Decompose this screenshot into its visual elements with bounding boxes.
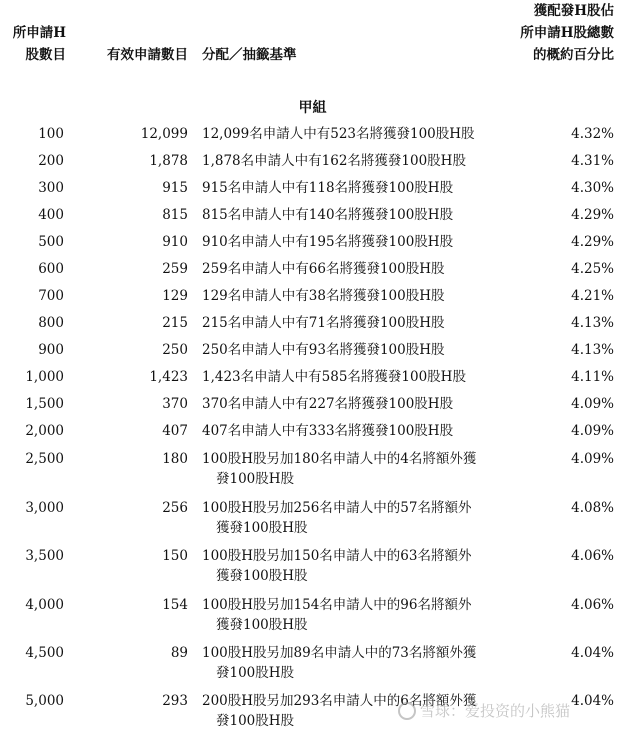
cell-approx-percentage: 4.32%: [571, 126, 614, 142]
cell-valid-applications: 180: [162, 451, 188, 467]
cell-valid-applications: 407: [162, 423, 188, 439]
cell-approx-percentage: 4.13%: [571, 315, 614, 331]
basis-line1: 12,099名申請人中有523名將獲發100股H股: [202, 126, 475, 142]
cell-allocation-basis: [202, 367, 502, 387]
basis-line1: 815名申請人中有140名將獲發100股H股: [202, 207, 454, 223]
cell-valid-applications: 12,099: [140, 126, 188, 142]
basis-line1: 915名申請人中有118名將獲發100股H股: [202, 180, 454, 196]
cell-shares-applied: 900: [38, 342, 64, 358]
cell-shares-applied: 1,500: [25, 396, 64, 412]
cell-allocation-basis: [202, 286, 502, 306]
cell-approx-percentage: 4.11%: [571, 369, 614, 385]
cell-allocation-basis: [202, 205, 502, 225]
watermark-text: 雪球：爱投资的小熊猫: [420, 702, 571, 720]
cell-valid-applications: 370: [162, 396, 188, 412]
cell-valid-applications: 89: [170, 645, 188, 661]
header-valid-applications: 有效申請數目: [107, 47, 188, 63]
cell-shares-applied: 500: [38, 234, 64, 250]
basis-line1: 100股H股另加150名申請人中的63名將額外: [202, 548, 472, 564]
cell-approx-percentage: 4.30%: [571, 180, 614, 196]
basis-line1: 215名申請人中有71名將獲發100股H股: [202, 315, 445, 331]
cell-allocation-basis: [202, 643, 502, 683]
cell-approx-percentage: 4.31%: [571, 153, 614, 169]
cell-valid-applications: 910: [162, 234, 188, 250]
cell-valid-applications: 250: [162, 342, 188, 358]
cell-shares-applied: 2,500: [25, 451, 64, 467]
cell-allocation-basis: [202, 595, 502, 635]
cell-approx-percentage: 4.04%: [571, 693, 614, 709]
cell-allocation-basis: [202, 259, 502, 279]
cell-approx-percentage: 4.06%: [571, 548, 614, 564]
cell-allocation-basis: [202, 232, 502, 252]
basis-line1: 100股H股另加89名申請人中的73名將額外獲: [202, 645, 477, 661]
cell-allocation-basis: [202, 546, 502, 586]
cell-approx-percentage: 4.25%: [571, 261, 614, 277]
cell-valid-applications: 154: [162, 597, 188, 613]
basis-line1: 200股H股另加293名申請人中的6名將額外獲: [202, 693, 477, 709]
basis-line2: 發100股H股: [216, 713, 295, 729]
basis-line2: 獲發100股H股: [216, 568, 308, 584]
basis-line1: 910名申請人中有195名將獲發100股H股: [202, 234, 454, 250]
cell-approx-percentage: 4.21%: [571, 288, 614, 304]
cell-approx-percentage: 4.29%: [571, 234, 614, 250]
cell-allocation-basis: [202, 421, 502, 441]
basis-line1: 100股H股另加154名申請人中的96名將額外: [202, 597, 472, 613]
cell-shares-applied: 4,500: [25, 645, 64, 661]
cell-valid-applications: 1,423: [149, 369, 188, 385]
basis-line2: 獲發100股H股: [216, 520, 308, 536]
cell-shares-applied: 4,000: [25, 597, 64, 613]
header-shares-applied: [8, 22, 66, 66]
cell-allocation-basis: [202, 498, 502, 538]
cell-allocation-basis: [202, 340, 502, 360]
cell-valid-applications: 1,878: [149, 153, 188, 169]
cell-shares-applied: 3,000: [25, 500, 64, 516]
cell-allocation-basis: [202, 394, 502, 414]
cell-shares-applied: 2,000: [25, 423, 64, 439]
watermark: [398, 700, 570, 721]
cell-allocation-basis: [202, 178, 502, 198]
cell-allocation-basis: [202, 449, 502, 489]
basis-line1: 100股H股另加180名申請人中的4名將額外獲: [202, 451, 477, 467]
header-pct-line1: 獲配發H股佔: [533, 3, 614, 19]
cell-shares-applied: 400: [38, 207, 64, 223]
basis-line1: 250名申請人中有93名將獲發100股H股: [202, 342, 445, 358]
cell-approx-percentage: 4.08%: [571, 500, 614, 516]
cell-approx-percentage: 4.04%: [571, 645, 614, 661]
cell-valid-applications: 815: [162, 207, 188, 223]
cell-shares-applied: 100: [38, 126, 64, 142]
snowball-logo-icon: [398, 702, 416, 720]
cell-valid-applications: 129: [162, 288, 188, 304]
basis-line1: 129名申請人中有38名將獲發100股H股: [202, 288, 445, 304]
cell-approx-percentage: 4.09%: [571, 451, 614, 467]
basis-line1: 1,878名申請人中有162名將獲發100股H股: [202, 153, 466, 169]
cell-shares-applied: 700: [38, 288, 64, 304]
cell-valid-applications: 259: [162, 261, 188, 277]
header-allocation-basis: 分配／抽籤基準: [202, 47, 297, 63]
cell-valid-applications: 293: [162, 693, 188, 709]
header-approx-percentage: [490, 0, 614, 66]
basis-line1: 1,423名申請人中有585名將獲發100股H股: [202, 369, 466, 385]
basis-line1: 370名申請人中有227名將獲發100股H股: [202, 396, 454, 412]
cell-allocation-basis: [202, 151, 502, 171]
cell-shares-applied: 300: [38, 180, 64, 196]
cell-shares-applied: 600: [38, 261, 64, 277]
cell-valid-applications: 915: [162, 180, 188, 196]
basis-line2: 發100股H股: [216, 471, 295, 487]
cell-valid-applications: 150: [162, 548, 188, 564]
cell-approx-percentage: 4.29%: [571, 207, 614, 223]
group-title: 甲組: [298, 100, 327, 116]
basis-line2: 發100股H股: [216, 665, 295, 681]
header-shares-line1: 所申請H: [12, 25, 66, 41]
cell-approx-percentage: 4.06%: [571, 597, 614, 613]
cell-approx-percentage: 4.13%: [571, 342, 614, 358]
cell-shares-applied: 5,000: [25, 693, 64, 709]
header-shares-line2: 股數目: [25, 47, 66, 63]
cell-valid-applications: 215: [162, 315, 188, 331]
cell-approx-percentage: 4.09%: [571, 396, 614, 412]
basis-line2: 獲發100股H股: [216, 617, 308, 633]
header-pct-line2: 所申請H股總數: [520, 25, 614, 41]
cell-shares-applied: 3,500: [25, 548, 64, 564]
cell-shares-applied: 200: [38, 153, 64, 169]
cell-approx-percentage: 4.09%: [571, 423, 614, 439]
basis-line1: 100股H股另加256名申請人中的57名將額外: [202, 500, 472, 516]
header-pct-line3: 的概約百分比: [533, 47, 614, 63]
basis-line1: 259名申請人中有66名將獲發100股H股: [202, 261, 445, 277]
cell-shares-applied: 800: [38, 315, 64, 331]
cell-shares-applied: 1,000: [25, 369, 64, 385]
cell-valid-applications: 256: [162, 500, 188, 516]
basis-line1: 407名申請人中有333名將獲發100股H股: [202, 423, 454, 439]
cell-allocation-basis: [202, 313, 502, 333]
cell-allocation-basis: [202, 124, 502, 144]
